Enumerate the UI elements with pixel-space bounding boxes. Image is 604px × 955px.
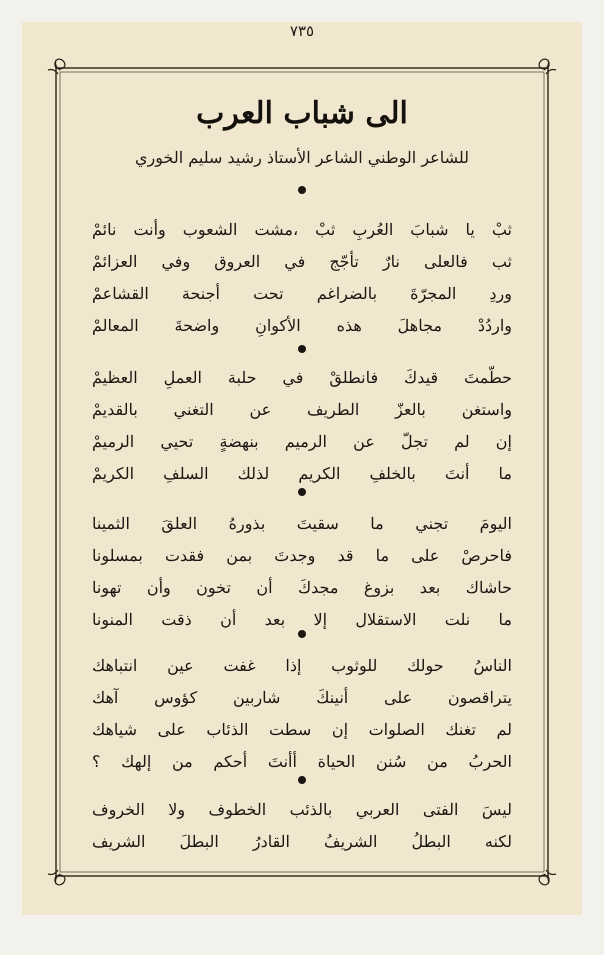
verse-line: لكنه البطلُ الشريفُ القادرُ البطلَ الشريف [92,832,512,851]
verse-line: واردُدْ مجاهلَ هذه الأكوانِ واضحةَ المعالمْ [92,316,512,335]
verse-line: اليومَ تجني ما سقيتَ بذورهُ العلقَ الثمينا [92,514,512,533]
poem-subtitle: للشاعر الوطني الشاعر الأستاذ رشيد سليم الخوري [134,148,470,167]
stanza-2 [92,362,512,490]
poem-title: الى شباب العرب [196,96,408,131]
verse-line: ثبْ يا شبابَ العُربِ ثبْ ،مشت الشعوب وأنت نائمْ [92,220,512,239]
stanza-separator-dot [298,776,306,784]
verse-line: ما أنتَ بالخلفِ الكريم لذلك السلفِ الكريمْ [92,464,512,483]
stanza-separator-dot [298,630,306,638]
verse-line: إن لم تجلّ عن الرميم بنهضةٍ تحيي الرميمْ [92,432,512,451]
verse-line: واستغن بالعزّ الطريف عن التغني بالقديمْ [92,400,512,419]
stanza-5 [92,794,512,858]
stanza-1 [92,214,512,342]
verse-line: فاحرصْ على ما قد وجدتَ بمن فقدت بمسلونا [92,546,512,565]
stanza-4 [92,650,512,778]
verse-line: الحربُ من سُنن الحياة أأنتَ أحكم من إلهك ؟ [92,752,512,771]
verse-line: ثب فالعلى نارٌ تأجّج في العروق وفي العزائمْ [92,252,512,271]
stanza-separator-dot [298,345,306,353]
verse-line: يتراقصون على أنينكَ شاربين كؤوس آهك [92,688,512,707]
verse-line: لم تغنك الصلوات إن سطت الذئاب على شياهك [92,720,512,739]
stanza-3 [92,508,512,636]
verse-line: حطّمتَ قيدكَ فانطلقْ في حلبة العملِ العظيمْ [92,368,512,387]
page-number: ٧٣٥ [289,22,315,40]
stanza-separator-dot [298,186,306,194]
verse-line: ما نلت الاستقلال إلا بعد أن ذقت المنونا [92,610,512,629]
stanza-separator-dot [298,488,306,496]
verse-line: حاشاك بعد بزوغ مجدكَ أن تخون وأن تهونا [92,578,512,597]
verse-line: ليسَ الفتى العربي بالذئب الخطوف ولا الخروف [92,800,512,819]
verse-line: وردِ المجرّةَ بالضراغم تحت أجنحة القشاعمْ [92,284,512,303]
verse-line: الناسُ حولك للوثوب إذا غفت عين انتباهك [92,656,512,675]
